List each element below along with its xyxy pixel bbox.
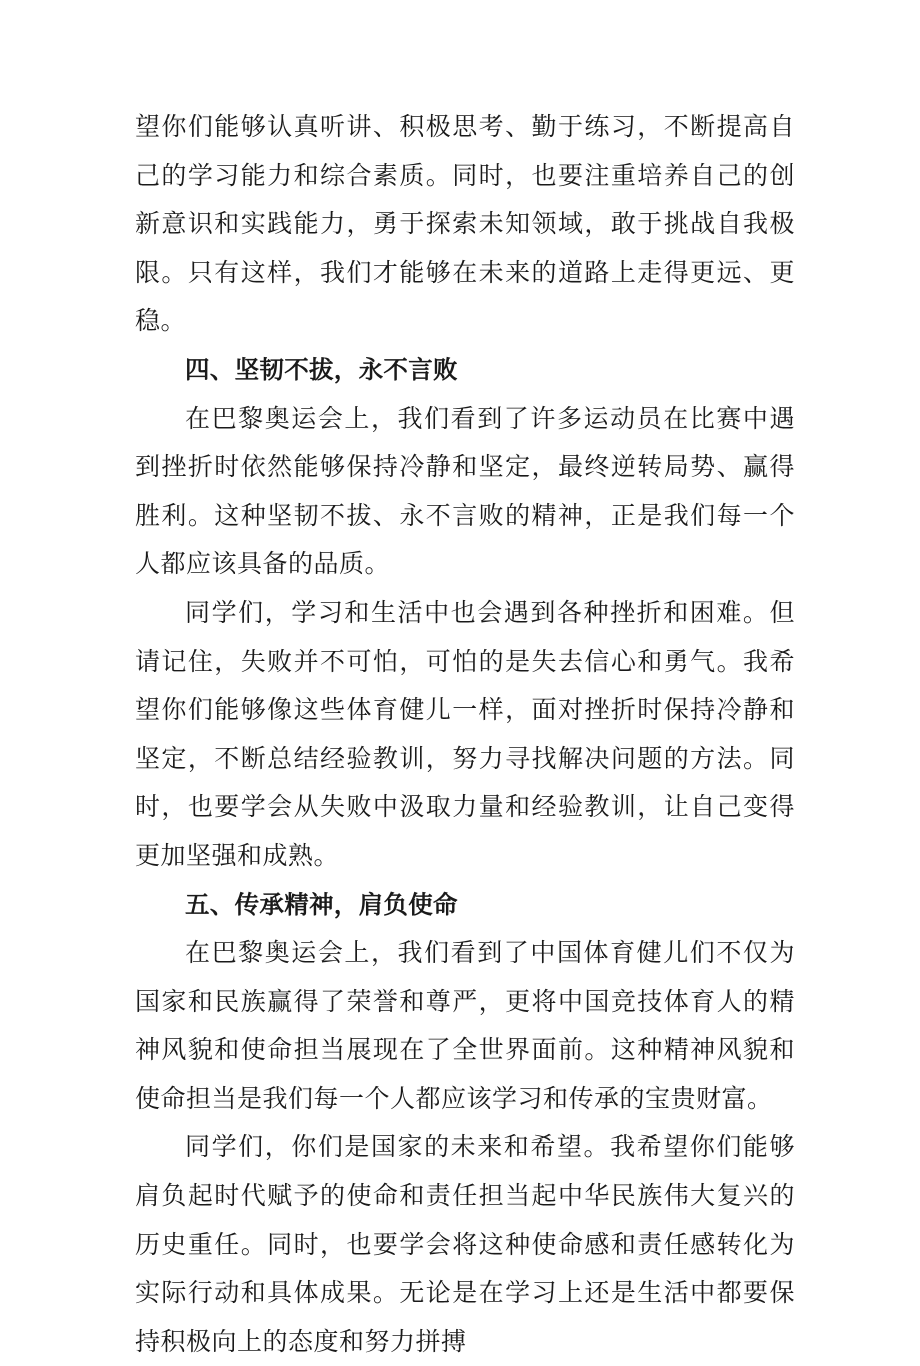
paragraph: 在巴黎奥运会上，我们看到了中国体育健儿们不仅为国家和民族赢得了荣誉和尊严，更将中国竞技体育人的精神风貌和使命担当展现在了全世界面前。这种精神风貌和使命担当是我们每一个人都应该学习和传承的宝贵财富。 (135, 938, 795, 1113)
paragraph: 在巴黎奥运会上，我们看到了许多运动员在比赛中遇到挫折时依然能够保持冷静和坚定，最终逆转局势、赢得胜利。这种坚韧不拔、永不言败的精神，正是我们每一个人都应该具备的品质。 (135, 403, 795, 579)
section-heading-5: 五、传承精神，肩负使命 (185, 889, 458, 919)
section-heading-4: 四、坚韧不拔，永不言败 (185, 354, 458, 384)
document-body (135, 103, 795, 1366)
paragraph-continued: 望你们能够认真听讲、积极思考、勤于练习，不断提高自己的学习能力和综合素质。同时，也要注重培养自己的创新意识和实践能力，勇于探索未知领域，敢于挑战自我极限。只有这样，我们才能够在未来的道路上走得更远、更稳。 (135, 112, 795, 336)
paragraph: 同学们，你们是国家的未来和希望。我希望你们能够肩负起时代赋予的使命和责任担当起中华民族伟大复兴的历史重任。同时，也要学会将这种使命感和责任感转化为实际行动和具体成果。无论是在学习上还是生活中都要保持积极向上的态度和努力拼搏 (135, 1132, 795, 1356)
paragraph: 同学们，学习和生活中也会遇到各种挫折和困难。但请记住，失败并不可怕，可怕的是失去信心和勇气。我希望你们能够像这些体育健儿一样，面对挫折时保持冷静和坚定，不断总结经验教训，努力寻找解决问题的方法。同时，也要学会从失败中汲取力量和经验教训，让自己变得更加坚强和成熟。 (135, 597, 795, 870)
